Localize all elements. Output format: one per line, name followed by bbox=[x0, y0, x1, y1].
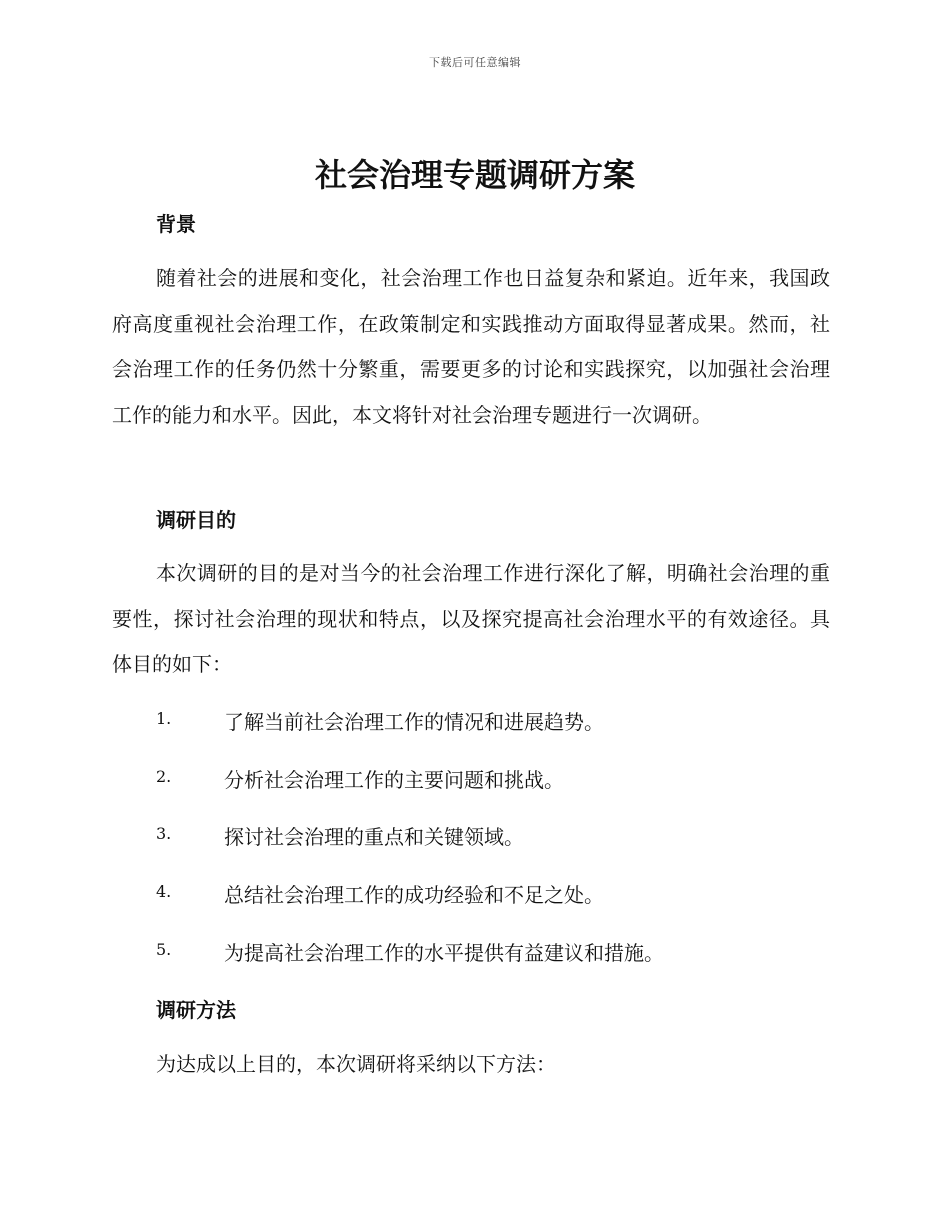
section-heading-purpose: 调研目的 bbox=[156, 508, 236, 532]
background-paragraph: 随着社会的进展和变化，社会治理工作也日益复杂和紧迫。近年来，我国政府高度重视社会治理工作，在政策制定和实践推动方面取得显著成果。然而，社会治理工作的任务仍然十分繁重，需要更多的讨论和实践探究，以加强社会治理工作的能力和水平。因此，本文将针对社会治理专题进行一次调研。 bbox=[112, 266, 830, 427]
list-item bbox=[0, 937, 950, 967]
list-item-text: 为提高社会治理工作的水平提供有益建议和措施。 bbox=[224, 941, 664, 965]
list-item-text: 分析社会治理工作的主要问题和挑战。 bbox=[224, 768, 564, 792]
list-item-text: 探讨社会治理的重点和关键领域。 bbox=[224, 825, 524, 849]
list-item bbox=[0, 706, 950, 736]
section-heading-method: 调研方法 bbox=[156, 998, 236, 1022]
list-item-number: 2. bbox=[156, 767, 172, 786]
list-item bbox=[0, 764, 950, 794]
list-item-number: 4. bbox=[156, 882, 172, 901]
method-paragraph: 为达成以上目的，本次调研将采纳以下方法： bbox=[156, 1052, 556, 1076]
list-item-number: 5. bbox=[156, 940, 172, 959]
header-note: 下载后可任意编辑 bbox=[429, 56, 521, 69]
list-item-number: 3. bbox=[156, 824, 172, 843]
list-item-text: 了解当前社会治理工作的情况和进展趋势。 bbox=[224, 710, 604, 734]
list-item-text: 总结社会治理工作的成功经验和不足之处。 bbox=[224, 883, 604, 907]
purpose-paragraph: 本次调研的目的是对当今的社会治理工作进行深化了解，明确社会治理的重要性，探讨社会治理的现状和特点，以及探究提高社会治理水平的有效途径。具体目的如下： bbox=[112, 561, 830, 676]
list-item bbox=[0, 821, 950, 851]
document-title: 社会治理专题调研方案 bbox=[314, 156, 635, 194]
list-item-number: 1. bbox=[156, 709, 172, 728]
list-item bbox=[0, 879, 950, 909]
section-heading-background: 背景 bbox=[156, 212, 196, 236]
